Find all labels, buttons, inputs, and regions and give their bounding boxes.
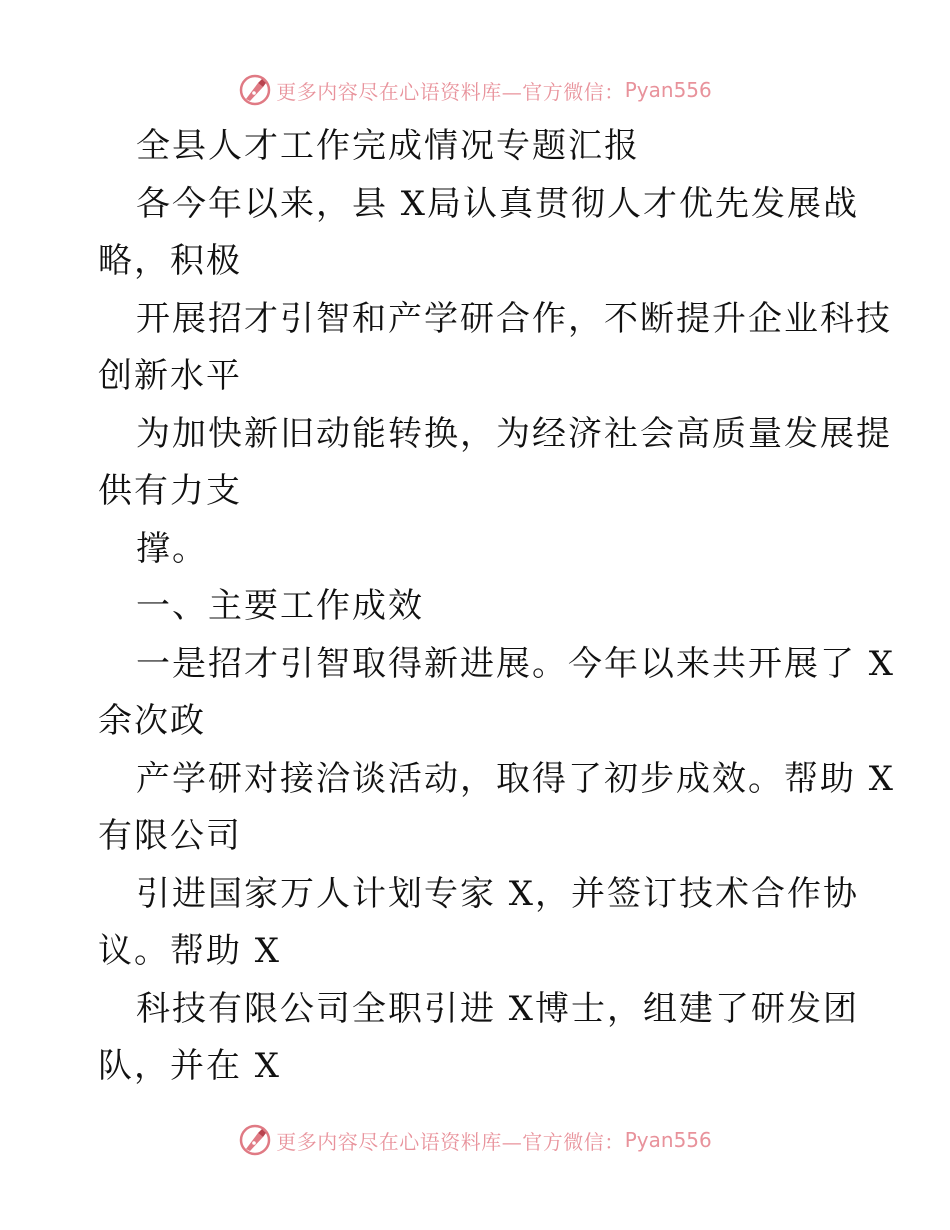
document-line: 余次政 bbox=[98, 701, 206, 741]
document-line: 一、主要工作成效 bbox=[136, 586, 424, 626]
document-line: 有限公司 bbox=[98, 816, 242, 856]
document-line: 队，并在 X bbox=[98, 1046, 282, 1086]
document-line: 一是招才引智取得新进展。今年以来共开展了 X bbox=[136, 643, 896, 684]
document-line: 产学研对接洽谈活动，取得了初步成效。帮助 X bbox=[136, 758, 896, 799]
watermark-text: 更多内容尽在心语资料库—官方微信： bbox=[276, 1129, 625, 1154]
document-line: 为加快新旧动能转换，为经济社会高质量发展提 bbox=[136, 413, 892, 454]
document-line: 议。帮助 X bbox=[98, 931, 282, 971]
document-line: 引进国家万人计划专家 X，并签订技术合作协 bbox=[136, 873, 860, 914]
watermark-wechat-id: Pyan556 bbox=[624, 78, 712, 102]
document-line: 开展招才引智和产学研合作，不断提升企业科技 bbox=[136, 298, 892, 339]
document-line: 科技有限公司全职引进 X博士，组建了研发团 bbox=[136, 988, 860, 1029]
pen-nib-logo-icon bbox=[238, 73, 272, 107]
document-line: 供有力支 bbox=[98, 471, 242, 511]
watermark-banner-top bbox=[0, 70, 950, 110]
document-line: 创新水平 bbox=[98, 356, 242, 396]
document-line: 略，积极 bbox=[98, 241, 242, 281]
watermark-text: 更多内容尽在心语资料库—官方微信： bbox=[276, 79, 625, 104]
pen-nib-logo-icon bbox=[238, 1123, 272, 1157]
watermark-wechat-id: Pyan556 bbox=[624, 1128, 712, 1152]
watermark-banner-bottom bbox=[0, 1120, 950, 1160]
document-line: 撑。 bbox=[136, 528, 208, 569]
document-line: 全县人才工作完成情况专题汇报 bbox=[136, 126, 640, 166]
document-line: 各今年以来，县 X局认真贯彻人才优先发展战 bbox=[136, 183, 860, 224]
document-body bbox=[98, 118, 896, 1096]
